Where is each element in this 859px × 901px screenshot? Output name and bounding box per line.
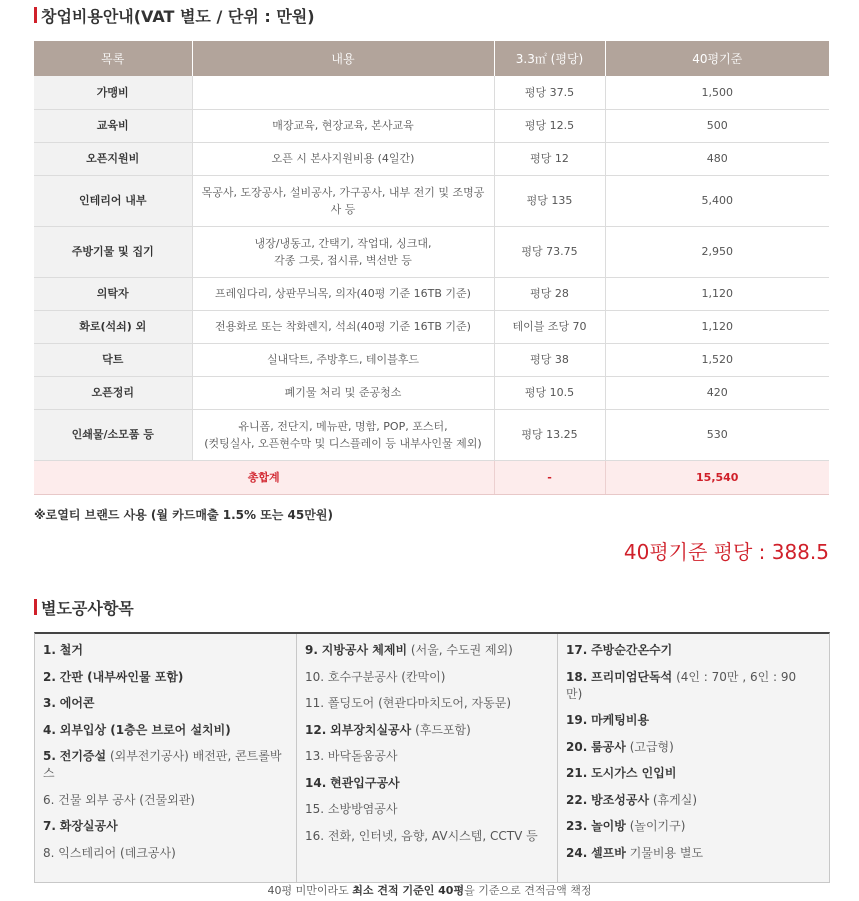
footer-note	[0, 882, 859, 898]
list-item	[305, 748, 549, 765]
item-detail: 10. 호수구분공사 (칸막이)	[305, 669, 446, 684]
item-detail: 13. 바닥돋움공사	[305, 749, 398, 763]
header-per-pyeong: 3.3㎡ (평당)	[494, 41, 605, 76]
row-per-pyeong: 평당 28	[494, 277, 605, 310]
row-item-label: 오픈정리	[34, 376, 192, 409]
list-item	[566, 792, 810, 809]
title-accent-bar	[34, 7, 37, 23]
row-per-pyeong: 평당 12	[494, 142, 605, 175]
item-number: 23.	[566, 819, 588, 833]
extra-column-1	[35, 634, 296, 882]
total-label: 총합계	[34, 460, 494, 494]
table-row	[34, 310, 829, 343]
row-per-pyeong: 평당 135	[494, 175, 605, 226]
list-item	[43, 792, 288, 809]
item-number: 5.	[43, 749, 56, 763]
list-item	[305, 669, 549, 686]
row-content: 냉장/냉동고, 간택기, 작업대, 싱크대, 각종 그릇, 접시류, 벽선반 등	[192, 226, 494, 277]
list-item	[566, 765, 810, 782]
item-title: 셀프바	[591, 845, 626, 860]
item-number: 3.	[43, 696, 56, 710]
list-item	[43, 669, 288, 686]
table-row	[34, 226, 829, 277]
list-item	[566, 712, 810, 729]
cost-table	[34, 41, 829, 495]
item-title: 프리미엄단독석	[591, 669, 673, 684]
table-row	[34, 376, 829, 409]
item-number: 22.	[566, 792, 588, 807]
item-number: 2.	[43, 669, 56, 684]
table-row	[34, 343, 829, 376]
list-item	[305, 775, 549, 792]
row-content: 폐기물 처리 및 준공청소	[192, 376, 494, 409]
item-detail: 15. 소방방염공사	[305, 802, 398, 816]
item-detail: 16. 전화, 인터넷, 음향, AV시스템, CCTV 등	[305, 828, 538, 843]
table-header-row	[34, 41, 829, 76]
row-item-label: 인쇄물/소모품 등	[34, 409, 192, 460]
item-number: 17.	[566, 643, 588, 657]
item-title: 마케팅비용	[591, 713, 650, 727]
list-item	[305, 642, 549, 659]
item-number: 19.	[566, 713, 588, 727]
item-number: 4.	[43, 722, 56, 737]
per-pyeong-price: 40평기준 평당 : 388.5	[623, 540, 829, 564]
row-content: 유니폼, 전단지, 메뉴판, 명함, POP, 포스터, (컷팅실사, 오픈현수막 및 디스플레이 등 내부사인물 제외)	[192, 409, 494, 460]
row-content: 목공사, 도장공사, 설비공사, 가구공사, 내부 전기 및 조명공사 등	[192, 175, 494, 226]
extra-column-3	[557, 634, 818, 882]
row-content: 오픈 시 본사지원비용 (4일간)	[192, 142, 494, 175]
row-40-pyeong-total: 1,120	[605, 310, 829, 343]
table-row	[34, 175, 829, 226]
row-40-pyeong-total: 530	[605, 409, 829, 460]
item-title: 방조성공사	[591, 792, 650, 807]
item-title: 놀이방	[591, 819, 626, 833]
row-40-pyeong-total: 480	[605, 142, 829, 175]
item-title: 화장실공사	[59, 819, 118, 833]
header-item: 목록	[34, 41, 192, 76]
row-per-pyeong: 평당 38	[494, 343, 605, 376]
row-content: 프레임다리, 상판무늬목, 의자(40평 기준 16TB 기준)	[192, 277, 494, 310]
table-row	[34, 142, 829, 175]
table-total-row	[34, 460, 829, 494]
item-title: 지방공사 체제비	[321, 643, 408, 657]
row-item-label: 닥트	[34, 343, 192, 376]
list-item	[305, 722, 549, 739]
list-item	[566, 642, 810, 659]
royalty-note: ※로열티 브랜드 사용 (월 카드매출 1.5% 또는 45만원)	[34, 508, 333, 522]
section-title-extra	[34, 596, 134, 618]
item-title: 현관입구공사	[330, 775, 400, 790]
row-40-pyeong-total: 1,500	[605, 76, 829, 109]
item-detail: (고급형)	[625, 739, 674, 754]
row-item-label: 교육비	[34, 109, 192, 142]
section-title-text: 별도공사항목	[41, 598, 134, 618]
row-per-pyeong: 평당 10.5	[494, 376, 605, 409]
row-item-label: 화로(석쇠) 외	[34, 310, 192, 343]
row-item-label: 인테리어 내부	[34, 175, 192, 226]
row-40-pyeong-total: 1,120	[605, 277, 829, 310]
item-detail: (후드포함)	[411, 722, 471, 737]
row-40-pyeong-total: 5,400	[605, 175, 829, 226]
list-item	[43, 695, 288, 712]
list-item	[43, 818, 288, 835]
footer-note-bold: 최소 견적 기준인 40평	[352, 884, 465, 897]
header-40-pyeong: 40평기준	[605, 41, 829, 76]
item-title: 간판 (내부싸인물 포함)	[59, 669, 184, 684]
item-title: 도시가스 인입비	[591, 766, 677, 780]
list-item	[43, 642, 288, 659]
section-title-text: 창업비용안내(VAT 별도 / 단위 : 만원)	[41, 6, 315, 26]
list-item	[43, 748, 288, 782]
extra-column-2	[296, 634, 557, 882]
list-item	[43, 845, 288, 862]
row-content: 전용화로 또는 착화렌지, 석쇠(40평 기준 16TB 기준)	[192, 310, 494, 343]
item-number: 12.	[305, 722, 327, 737]
list-item	[566, 845, 810, 862]
table-row	[34, 277, 829, 310]
table-row	[34, 76, 829, 109]
item-title: 주방순간온수기	[591, 643, 673, 657]
item-detail: 11. 폴딩도어 (현관다마치도어, 자동문)	[305, 696, 511, 710]
row-item-label: 주방기물 및 집기	[34, 226, 192, 277]
extra-work-box	[34, 632, 830, 883]
header-content: 내용	[192, 41, 494, 76]
list-item	[305, 801, 549, 818]
row-item-label: 가맹비	[34, 76, 192, 109]
list-item	[566, 818, 810, 835]
row-40-pyeong-total: 2,950	[605, 226, 829, 277]
item-detail: (4인 : 70만 , 6인 : 90만)	[566, 669, 797, 701]
row-per-pyeong: 평당 13.25	[494, 409, 605, 460]
row-40-pyeong-total: 1,520	[605, 343, 829, 376]
row-item-label: 오픈지원비	[34, 142, 192, 175]
item-number: 9.	[305, 643, 318, 657]
item-number: 21.	[566, 766, 588, 780]
item-number: 18.	[566, 669, 588, 684]
row-item-label: 의탁자	[34, 277, 192, 310]
list-item	[566, 739, 810, 756]
item-detail: (휴게실)	[649, 792, 698, 807]
total-per-pyeong: -	[494, 460, 605, 494]
row-content: 매장교육, 현장교육, 본사교육	[192, 109, 494, 142]
item-detail: (놀이기구)	[625, 819, 686, 833]
list-item	[43, 722, 288, 739]
row-40-pyeong-total: 500	[605, 109, 829, 142]
item-detail: (외부전기공사) 배전판, 콘트롤박스	[43, 749, 282, 780]
item-title: 철거	[59, 643, 83, 657]
item-title: 외부입상 (1층은 브로어 설치비)	[59, 722, 231, 737]
title-accent-bar	[34, 599, 37, 615]
item-number: 7.	[43, 819, 56, 833]
item-title: 외부장치실공사	[330, 722, 412, 737]
row-per-pyeong: 평당 37.5	[494, 76, 605, 109]
list-item	[305, 695, 549, 712]
footer-note-post: 을 기준으로 견적금액 책정	[464, 884, 592, 897]
list-item	[305, 828, 549, 845]
section-title-cost	[34, 4, 315, 26]
item-number: 14.	[305, 775, 327, 790]
footer-note-pre: 40평 미만이라도	[267, 884, 353, 897]
row-per-pyeong: 평당 73.75	[494, 226, 605, 277]
row-40-pyeong-total: 420	[605, 376, 829, 409]
row-per-pyeong: 평당 12.5	[494, 109, 605, 142]
table-row	[34, 109, 829, 142]
row-content: 실내닥트, 주방후드, 테이블후드	[192, 343, 494, 376]
list-item	[566, 669, 810, 703]
item-title: 룸공사	[591, 739, 626, 754]
item-detail: (서울, 수도권 제외)	[407, 643, 513, 657]
table-row	[34, 409, 829, 460]
item-number: 1.	[43, 643, 56, 657]
item-detail: 8. 익스테리어 (데크공사)	[43, 845, 176, 860]
item-title: 에어콘	[59, 696, 95, 710]
item-number: 20.	[566, 739, 588, 754]
item-detail: 기물비용 별도	[625, 845, 704, 860]
item-title: 전기증설	[59, 749, 107, 763]
total-amount: 15,540	[605, 460, 829, 494]
row-content	[192, 76, 494, 109]
item-detail: 6. 건물 외부 공사 (건물외관)	[43, 792, 195, 807]
row-per-pyeong: 테이블 조당 70	[494, 310, 605, 343]
item-number: 24.	[566, 845, 588, 860]
